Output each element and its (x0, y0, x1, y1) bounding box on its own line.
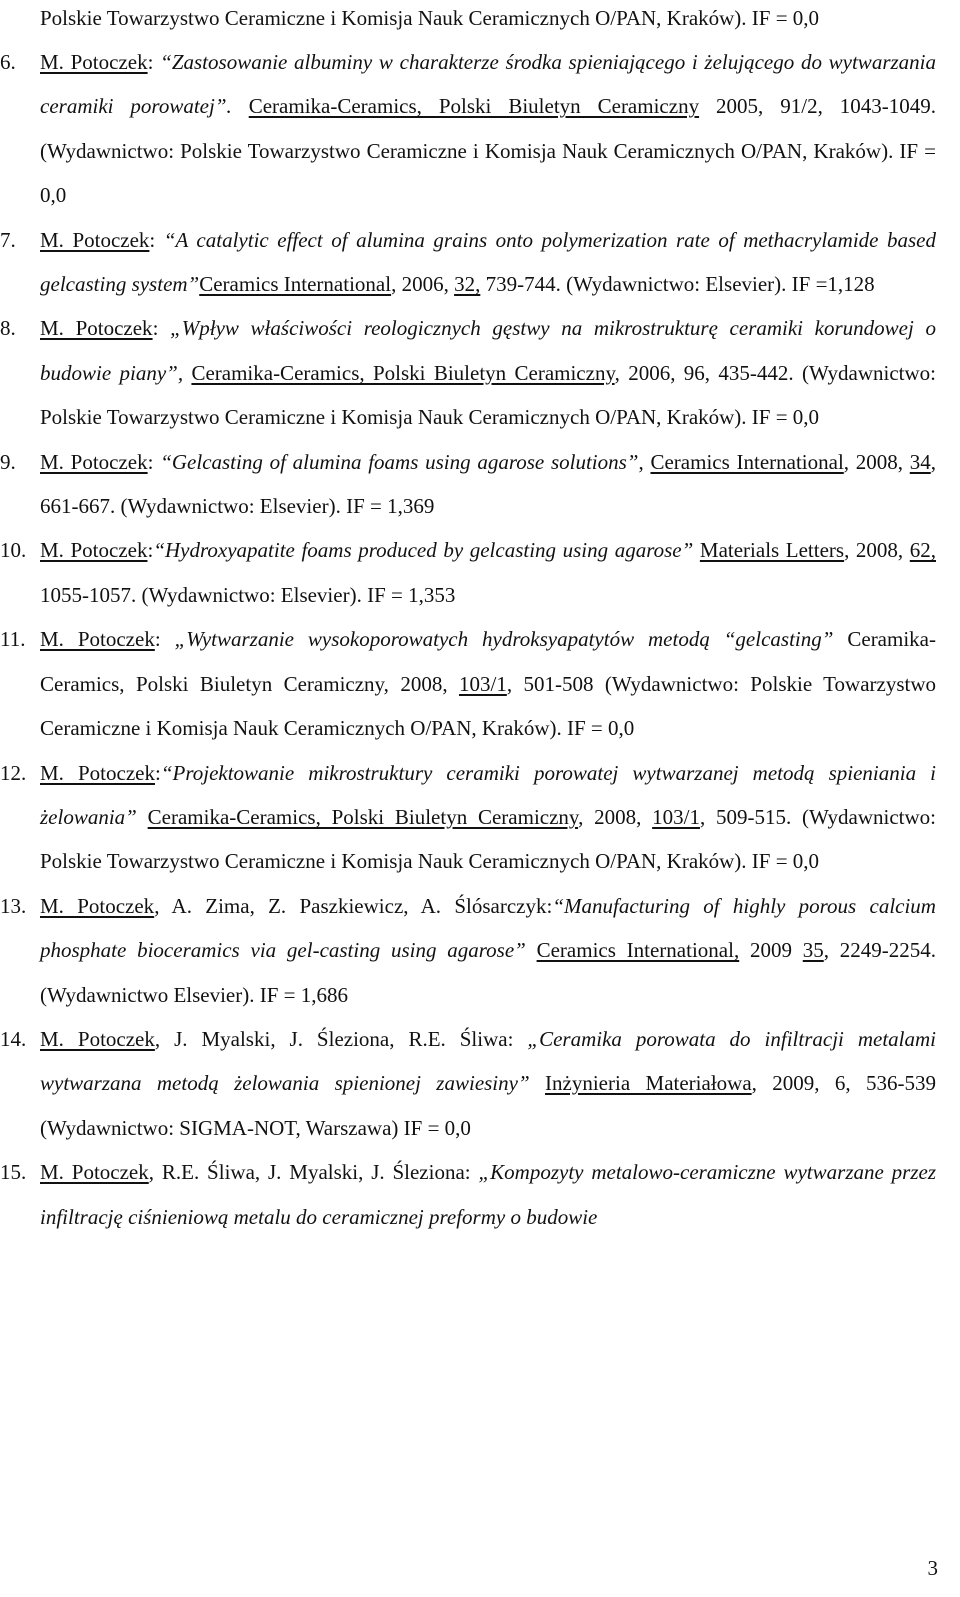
reference-7 (0, 218, 936, 307)
publisher: (Wydawnictwo: Polskie Towarzystwo Ceramiczne i Komisja Nauk Ceramicznych O/PAN, Kraków). IF = 0,0 (40, 360, 936, 430)
separator: : (152, 316, 171, 341)
pages: , 509-515. (699, 804, 802, 829)
journal: Ceramics International, (536, 938, 740, 963)
pages: , 501-508 (506, 671, 605, 696)
pages: , 661-667. (40, 449, 936, 519)
reference-12 (0, 751, 937, 884)
title: „Ceramika porowata do infiltracji metalami wytwarzana metodą żelowania spienionej zawiesiny” (40, 1026, 936, 1096)
coauthors: , A. Zima, Z. Paszkiewicz, A. Ślósarczyk: (154, 893, 553, 918)
publisher: (Wydawnictwo: SIGMA-NOT, Warszawa) IF = 0,0 (40, 1115, 471, 1140)
reference-number: 14. (0, 1026, 27, 1051)
reference-9: 9. M. Potoczek: “Gelcasting of alumina foams using agarose solutions”, Ceramics International, 2008, 34, 661-667. (Wydawnictwo: Elsevier). IF = 1,369 (40, 440, 936, 529)
volume: 62, (909, 538, 937, 563)
volume: 35 (802, 938, 824, 963)
pages: 739-744. (480, 272, 567, 297)
author: M. Potoczek (40, 760, 155, 785)
publisher: (Wydawnictwo: Polskie Towarzystwo Ceramiczne i Komisja Nauk Ceramicznych O/PAN, Kraków). IF = 0,0 (40, 671, 936, 741)
reference-number: 15. (0, 1160, 27, 1185)
details: 2009 (739, 938, 803, 963)
publisher: (Wydawnictwo: Elsevier). IF = 1,353 (141, 582, 456, 607)
continuation-text (40, 0, 936, 40)
pages: 1055-1057. (40, 582, 142, 607)
details: 2005, 91/2, 1043-1049. (699, 94, 937, 119)
volume: 103/1 (458, 671, 507, 696)
publisher: (Wydawnictwo: Polskie Towarzystwo Ceramiczne i Komisja Nauk Ceramicznych O/PAN, Kraków). IF = 0,0 (40, 138, 936, 208)
separator: : (147, 50, 161, 74)
reference-number: 7. (0, 227, 16, 252)
details: , 2006, (391, 272, 455, 297)
reference-11 (0, 617, 936, 750)
reference-number: 12. (0, 760, 27, 785)
reference-8 (0, 306, 936, 439)
volume: 34 (909, 449, 931, 474)
reference-14 (0, 1017, 936, 1150)
journal: Ceramika-Ceramics, Polski Biuletyn Ceramiczny, 2008, (40, 627, 936, 696)
details: , 2008, (844, 538, 910, 563)
continuation-line: Polskie Towarzystwo Ceramiczne i Komisja Nauk Ceramicznych O/PAN, Kraków). IF = 0,0 (40, 6, 820, 30)
separator: : (154, 627, 175, 652)
details: , 2008, (843, 449, 910, 474)
journal: Ceramika-Ceramics, Polski Biuletyn Ceramiczny (147, 804, 579, 829)
reference-number: 11. (0, 627, 26, 652)
separator: : (149, 227, 164, 252)
publisher: (Wydawnictwo: Elsevier). IF =1,128 (566, 272, 875, 297)
reference-13 (0, 884, 936, 1017)
reference-number: 13. (0, 893, 27, 918)
reference-10 (0, 528, 937, 617)
reference-15 (0, 1150, 936, 1239)
reference-number: 10. (0, 538, 27, 563)
journal: Materials Letters (699, 538, 845, 563)
details: , 2008, (578, 804, 653, 829)
author: M. Potoczek (40, 227, 150, 252)
coauthors: , R.E. Śliwa, J. Myalski, J. Śleziona: (148, 1160, 479, 1185)
reference-6 (0, 40, 937, 218)
journal: Inżynieria Materiałowa (545, 1071, 752, 1096)
details: , 2009, 6, 536-539 (751, 1071, 936, 1096)
reference-number: 8. (0, 316, 16, 341)
author: M. Potoczek (40, 449, 148, 474)
title: “Zastosowanie albuminy w charakterze środka spieniającego i żelującego do wytwarzania ceramiki porowatej”. (40, 50, 936, 119)
details: , 2006, 96, 435-442. (614, 360, 802, 385)
journal: Ceramika-Ceramics, Polski Biuletyn Ceramiczny (248, 94, 700, 119)
title: „Wytwarzanie wysokoporowatych hydroksyapatytów metodą “gelcasting” (174, 627, 834, 652)
separator: : (147, 449, 161, 474)
author: M. Potoczek (40, 538, 148, 563)
publisher: (Wydawnictwo: Polskie Towarzystwo Ceramiczne i Komisja Nauk Ceramicznych O/PAN, Kraków). IF = 0,0 (40, 804, 937, 874)
reference-number: 6. (0, 50, 16, 74)
title: “Gelcasting of alumina foams using agarose solutions” (160, 449, 639, 474)
journal: Ceramics International (650, 449, 844, 474)
publisher: (Wydawnictwo: Elsevier). IF = 1,369 (120, 494, 435, 519)
title: „Kompozyty metalowo-ceramiczne wytwarzane przez infiltrację ciśnieniową metalu do ceramicznej preformy o budowie (40, 1160, 936, 1229)
volume: 103/1 (652, 804, 700, 829)
pages: , 2249-2254. (823, 938, 936, 963)
author: M. Potoczek (40, 316, 153, 341)
journal: Ceramics International (199, 272, 392, 297)
volume: 32, (454, 272, 481, 297)
separator: : (154, 760, 161, 785)
author: M. Potoczek (40, 627, 155, 652)
title: “A catalytic effect of alumina grains onto polymerization rate of methacrylamide based gelcasting system” (40, 227, 936, 297)
title: “Hydroxyapatite foams produced by gelcasting using agarose” (153, 538, 694, 563)
publisher: (Wydawnictwo Elsevier). IF = 1,686 (40, 982, 349, 1007)
author: M. Potoczek (40, 1026, 155, 1051)
author: M. Potoczek (40, 893, 155, 918)
title: “Projektowanie mikrostruktury ceramiki porowatej wytwarzanej metodą spieniania i żelowania” (40, 760, 936, 829)
coauthors: , J. Myalski, J. Śleziona, R.E. Śliwa: (154, 1026, 528, 1051)
separator: : (147, 538, 154, 563)
title: “Manufacturing of highly porous calcium phosphate bioceramics via gel-casting using agarose” (40, 893, 936, 963)
author: M. Potoczek (40, 50, 148, 74)
page-number: 3 (927, 1556, 938, 1580)
journal: Ceramika-Ceramics, Polski Biuletyn Ceramiczny (191, 360, 615, 385)
author: M. Potoczek (40, 1160, 149, 1185)
reference-number: 9. (0, 449, 16, 474)
title: „Wpływ właściwości reologicznych gęstwy na mikrostrukturę ceramiki korundowej o budowie piany”, (40, 316, 936, 385)
